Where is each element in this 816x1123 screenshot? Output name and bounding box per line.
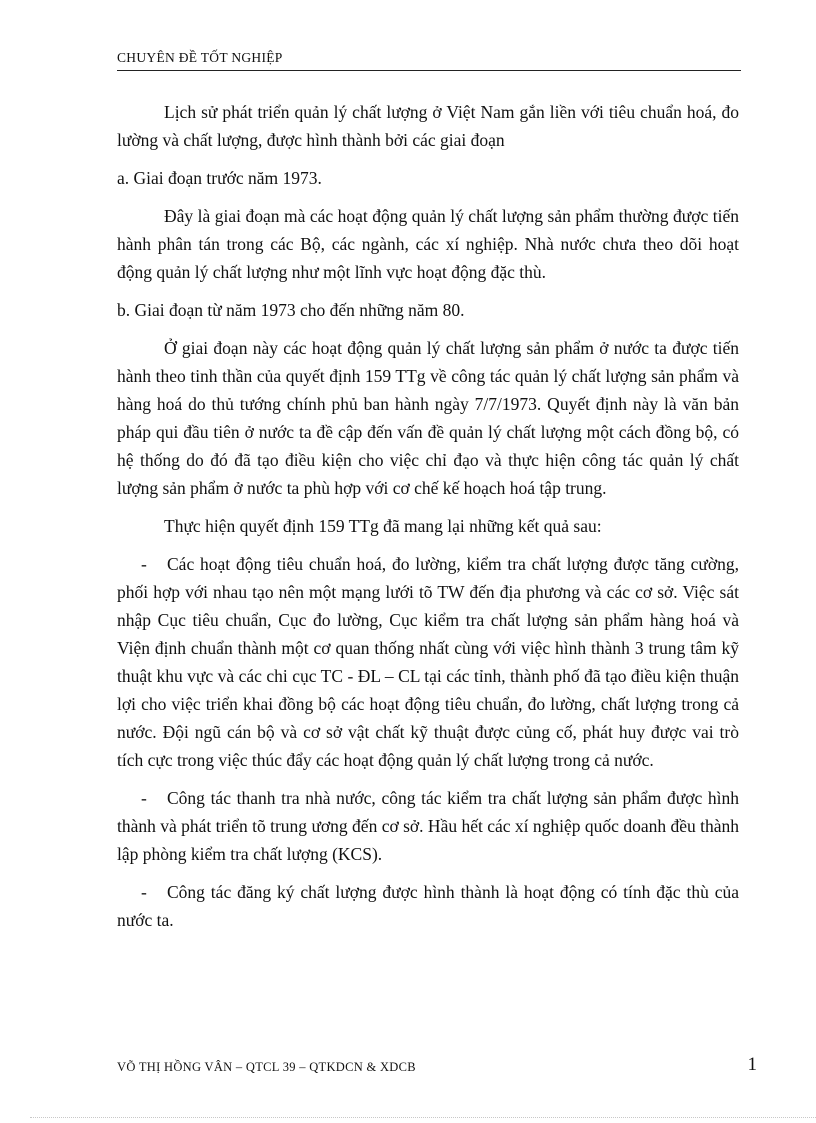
section-a-paragraph: Đây là giai đoạn mà các hoạt động quản lý chất lượng sản phẩm thường được tiến hành phân tán trong các Bộ, các ngành, các xí nghiệp. Nhà nước chưa theo dõi hoạt động quản lý chất lượng như một lĩnh vực hoạt động đặc thù. — [117, 206, 739, 282]
header-title: CHUYÊN ĐỀ TỐT NGHIỆP — [117, 50, 283, 65]
bullet-text: Công tác thanh tra nhà nước, công tác kiểm tra chất lượng sản phẩm được hình thành và phát triển tõ trung ương đến cơ sở. Hầu hết các xí nghiệp quốc doanh đều thành lập phòng kiểm tra chất lượng (KCS). — [117, 788, 739, 864]
footer-author-line: VÕ THỊ HỒNG VÂN – QTCL 39 – QTKDCN & XDCB — [117, 1060, 416, 1074]
page-header — [117, 48, 741, 71]
bullet-text: Các hoạt động tiêu chuẩn hoá, đo lường, kiểm tra chất lượng được tăng cường, phối hợp với nhau tạo nên một mạng lưới tõ TW đến địa phương và các cơ sở. Việc sát nhập Cục tiêu chuẩn, Cục đo lường, Cục kiểm tra chất lượng sản phẩm hàng hoá và Viện định chuẩn thành một cơ quan thống nhất cùng với việc hình thành 3 trung tâm kỹ thuật khu vực và các chi cục TC - ĐL – CL tại các tỉnh, thành phố đã tạo điều kiện thuận lợi cho việc triển khai đồng bộ các hoạt động tiêu chuẩn, đo lường, chất lượng trong cả nước. Đội ngũ cán bộ và cơ sở vật chất kỹ thuật được củng cố, phát huy được vai trò tích cực trong việc thúc đẩy các hoạt động quản lý chất lượng trong cả nước. — [117, 554, 739, 770]
bullet-item — [117, 550, 739, 774]
page-number: 1 — [747, 1054, 757, 1075]
bottom-dotted-rule — [30, 1117, 816, 1118]
bullet-text: Công tác đăng ký chất lượng được hình thành là hoạt động có tính đặc thù của nước ta. — [117, 882, 739, 930]
section-a-heading: a. Giai đoạn trước năm 1973. — [117, 168, 322, 188]
bullet-dash: - — [141, 882, 147, 902]
section-b-paragraph: Ở giai đoạn này các hoạt động quản lý chất lượng sản phẩm ở nước ta được tiến hành theo tinh thần của quyết định 159 TTg về công tác quản lý chất lượng sản phẩm và hàng hoá do thủ tướng chính phủ ban hành ngày 7/7/1973. Quyết định này là văn bản pháp qui đầu tiên ở nước ta đề cập đến vấn đề quản lý chất lượng một cách đồng bộ, có hệ thống do đó đã tạo điều kiện cho việc chỉ đạo và thực hiện công tác quản lý chất lượng sản phẩm ở nước ta phù hợp với cơ chế kế hoạch hoá tập trung. — [117, 338, 739, 498]
intro-paragraph: Lịch sử phát triển quản lý chất lượng ở Việt Nam gắn liền với tiêu chuẩn hoá, đo lường và chất lượng, được hình thành bởi các giai đoạn — [117, 102, 739, 150]
results-intro: Thực hiện quyết định 159 TTg đã mang lại những kết quả sau: — [164, 516, 602, 536]
bullet-dash: - — [141, 788, 147, 808]
bullet-item — [117, 878, 739, 934]
bullet-item — [117, 784, 739, 868]
page-footer — [117, 1054, 757, 1078]
document-body — [117, 98, 739, 944]
section-b-heading: b. Giai đoạn từ năm 1973 cho đến những năm 80. — [117, 300, 465, 320]
bullet-dash: - — [141, 554, 147, 574]
